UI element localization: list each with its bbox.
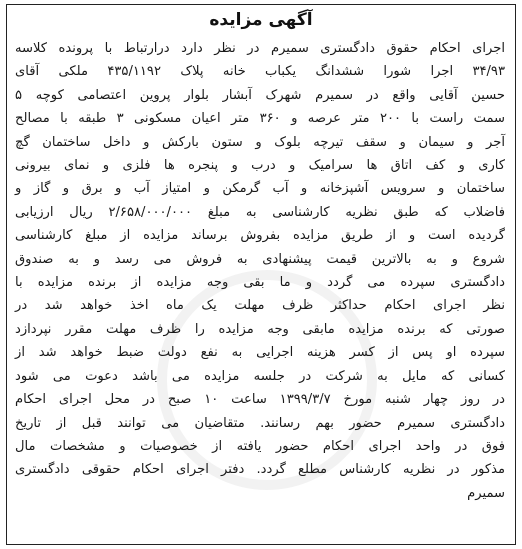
notice-line: اجرای احکام حقوق دادگستری سمیرم در نظر دارد درارتباط با پرونده کلاسه: [15, 41, 505, 56]
notice-line: کاری و کف اتاق ها سرامیک و درب و پنجره ها فلزی و نمای بیرونی: [15, 158, 505, 174]
notice-title: آگهی مزایده: [209, 10, 313, 30]
notice-line: در روز چهار شنبه مورخ ۱۳۹۹/۳/۷ ساعت ۱۰ صبح در محل اجرای احکام: [15, 392, 505, 408]
notice-line: سمیرم: [467, 485, 505, 501]
notice-line: نظر اجرای احکام حداکثر ظرف مهلت یک ماه اخذ خواهد شد در: [15, 298, 505, 314]
notice-line: سمت راست با ۲۰۰ متر عرصه و ۳۶۰ متر اعیان مسکونی ۳ طبقه با مصالح: [15, 111, 506, 127]
notice-line: مذکور در نظریه کارشناس مطلع گردد. دفتر اجرای احکام حقوقی دادگستری: [15, 462, 505, 478]
notice-line: فوق در واحد اجرای احکام حضور یافته از خصوصیات و مشخصات مال: [15, 438, 505, 454]
notice-line: ۳۴/۹۳ اجرا شورا ششدانگ یکباب خانه پلاک ۴۳۵/۱۱۹۲ ملکی آقای: [15, 64, 505, 80]
notice-body: [15, 37, 505, 505]
notice-line: حسین آقایی واقع در سمیرم شهرک آبشار بلوار پروین اعتصامی کوچه ۵: [15, 87, 505, 103]
notice-line: فاضلاب که طبق نظریه کارشناسی به مبلغ ۲/۶۵۸/۰۰۰/۰۰۰ ریال ارزیابی: [15, 204, 505, 220]
notice-line: دادگستری سپرده می گردد و ما بقی وجه مزایده از برنده مزایده با: [15, 275, 505, 291]
auction-notice: [6, 4, 516, 545]
notice-line: آجر و سیمان و سقف تیرچه بلوک و ستون بارکش و داخل ساختمان گچ: [15, 134, 505, 150]
notice-line: ساختمان و سرویس آشپزخانه و آب گرمکن و امتیاز آب و برق و گاز و: [15, 181, 505, 197]
notice-line: کسانی که مایل به شرکت در جلسه مزایده می باشد دعوت می شود: [15, 368, 505, 384]
notice-line: دادگستری سمیرم حضور بهم رسانند. متقاضیان می توانند قبل از تاریخ: [15, 415, 505, 431]
notice-line: شروع و به بالاترین قیمت پیشنهادی به فروش می رسد و به صندوق: [15, 251, 505, 267]
notice-line: سپرده او پس از کسر هزینه اجرایی به نفع دولت ضبط خواهد شد از: [15, 345, 505, 361]
notice-line: صورتی که برنده مزایده مابقی وجه مزایده را ظرف مهلت مقرر نپردازد: [15, 321, 505, 337]
notice-line: گردیده است و از طریق مزایده بفروش برساند مزایده از مبلغ کارشناسی: [15, 228, 505, 244]
